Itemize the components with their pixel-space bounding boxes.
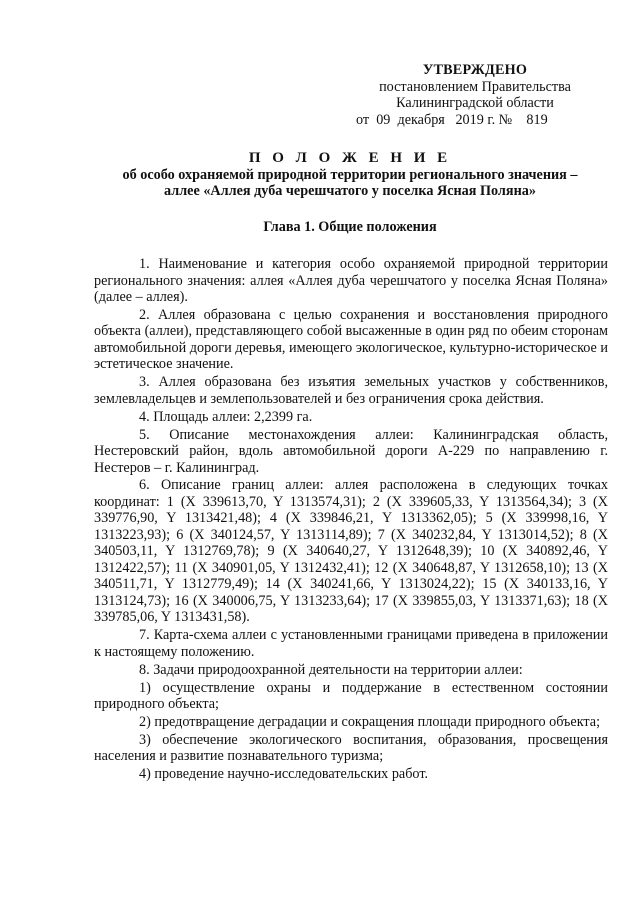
task-item-3: 3) обеспечение экологического воспитания, образования, просвещения населения и развитие познавательного туризма; bbox=[94, 731, 608, 765]
task-item-2: 2) предотвращение деградации и сокращения площади природного объекта; bbox=[139, 714, 601, 731]
approval-region: Калининградской области bbox=[396, 95, 554, 111]
document-body bbox=[94, 256, 608, 784]
title-line-1: об особо охраняемой природной территории регионального значения – bbox=[122, 166, 578, 183]
approval-resolution: постановлением Правительства bbox=[379, 78, 571, 95]
paragraph-2: 2. Аллея образована с целью сохранения и восстановления природного объекта (аллеи), представляющего собой высаженные в один ряд по обеим сторонам автомобильной дороги деревья, имеющего экологическое, культурно-историческое и эстетическое значение. bbox=[94, 306, 608, 373]
paragraph-3: 3. Аллея образована без изъятия земельных участков у собственников, землевладельцев и землепользователей и без ограничения срока действия. bbox=[94, 374, 608, 407]
document-title bbox=[90, 150, 610, 200]
approval-date-number: от 09 декабря 2019 г. № 819 bbox=[356, 111, 548, 128]
paragraph-6-coordinates: 6. Описание границ аллеи: аллея расположена в следующих точках координат: 1 (X 339613,70, Y 1313574,31); 2 (X 339605,33, Y 1313564,34); 3 (X 339776,90, Y 1313421,48); 4 (X 339846,21, Y 1313362,05); 5 (X 339998,16, Y 1313223,93); 6 (X 340124,57, Y 1313114,89); 7 (X 340232,84, Y 1313014,52); 8 (X 340503,11, Y 1312769,78); 9 (X 340640,27, Y 1312648,39); 10 (X 340892,46, Y 1312422,57); 11 (X 340901,05, Y 1312432,41); 12 (X 340648,87, Y 1312658,10); 13 (X 340511,71, Y 1312779,49); 14 (X 340241,66, Y 1313024,22); 15 (X 340133,16, Y 1313124,73); 16 (X 340006,75, Y 1313233,64); 17 (X 339855,03, Y 1313371,63); 18 (X 339785,06, Y 1313431,58). bbox=[94, 477, 608, 626]
approval-heading: УТВЕРЖДЕНО bbox=[422, 62, 528, 78]
paragraph-4: 4. Площадь аллеи: 2,2399 га. bbox=[139, 408, 313, 425]
task-item-4: 4) проведение научно-исследовательских работ. bbox=[139, 766, 429, 783]
paragraph-1: 1. Наименование и категория особо охраняемой природной территории регионального значения: аллея «Аллея дуба черешчатого у поселка Ясная Поляна» (далее – аллея). bbox=[94, 256, 608, 305]
paragraph-7: 7. Карта-схема аллеи с установленными границами приведена в приложении к настоящему положению. bbox=[94, 627, 608, 660]
approval-stamp bbox=[350, 62, 600, 128]
task-item-1: 1) осуществление охраны и поддержание в естественном состоянии природного объекта; bbox=[94, 679, 608, 713]
paragraph-8: 8. Задачи природоохранной деятельности на территории аллеи: bbox=[139, 661, 523, 678]
chapter-heading: Глава 1. Общие положения bbox=[263, 219, 437, 235]
paragraph-5: 5. Описание местонахождения аллеи: Калининградская область, Нестеровский район, вдоль автомобильной дороги А-229 по направлению г. Нестеров – г. Калининград. bbox=[94, 426, 608, 476]
title-heading: П О Л О Ж Е Н И Е bbox=[248, 150, 452, 166]
title-line-2: аллее «Аллея дуба черешчатого у поселка Ясная Поляна» bbox=[164, 183, 536, 199]
